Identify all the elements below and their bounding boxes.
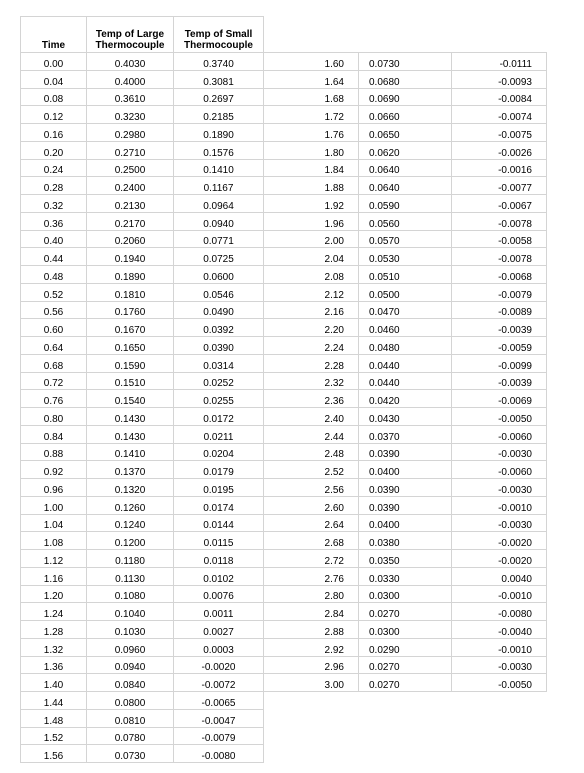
- table-cell[interactable]: 2.32: [264, 372, 359, 390]
- table-cell[interactable]: -0.0079: [452, 283, 547, 301]
- table-row: [21, 390, 547, 408]
- table-row: [21, 745, 547, 763]
- table-row: [21, 319, 547, 337]
- table-cell[interactable]: 1.40: [21, 674, 87, 692]
- table-cell[interactable]: 0.0102: [174, 567, 264, 585]
- table-cell[interactable]: 0.0211: [174, 425, 264, 443]
- table-row: [21, 603, 547, 621]
- table-cell[interactable]: 1.04: [21, 514, 87, 532]
- table-cell[interactable]: 0.0392: [174, 319, 264, 337]
- table-cell[interactable]: 0.1040: [87, 603, 174, 621]
- table-cell[interactable]: -0.0093: [452, 70, 547, 88]
- table-cell[interactable]: 0.0370: [359, 425, 452, 443]
- table-cell[interactable]: 0.0350: [359, 550, 452, 568]
- table-cell[interactable]: 0.0730: [87, 745, 174, 763]
- table-cell[interactable]: 1.68: [264, 88, 359, 106]
- header-row: [21, 17, 547, 53]
- empty-cell: [264, 745, 359, 763]
- table-cell[interactable]: 0.96: [21, 479, 87, 497]
- table-cell[interactable]: 0.48: [21, 266, 87, 284]
- table-cell[interactable]: 1.32: [21, 638, 87, 656]
- table-cell[interactable]: 0.32: [21, 195, 87, 213]
- table-cell[interactable]: 0.0380: [359, 532, 452, 550]
- table-cell[interactable]: 0.1260: [87, 496, 174, 514]
- table-cell[interactable]: 0.0964: [174, 195, 264, 213]
- table-cell[interactable]: 1.20: [21, 585, 87, 603]
- table-cell[interactable]: 2.60: [264, 496, 359, 514]
- table-cell[interactable]: -0.0050: [452, 674, 547, 692]
- table-row: [21, 212, 547, 230]
- table-cell[interactable]: 0.0460: [359, 319, 452, 337]
- table-cell[interactable]: 0.0003: [174, 638, 264, 656]
- table-cell[interactable]: 2.80: [264, 585, 359, 603]
- table-cell[interactable]: 0.60: [21, 319, 87, 337]
- table-cell[interactable]: 0.1510: [87, 372, 174, 390]
- table-cell[interactable]: 2.12: [264, 283, 359, 301]
- table-cell[interactable]: 0.56: [21, 301, 87, 319]
- table-cell[interactable]: 0.1890: [87, 266, 174, 284]
- table-cell[interactable]: 0.1180: [87, 550, 174, 568]
- table-cell[interactable]: -0.0047: [174, 709, 264, 727]
- table-cell[interactable]: 0.1430: [87, 408, 174, 426]
- table-cell[interactable]: -0.0075: [452, 124, 547, 142]
- table-cell[interactable]: -0.0039: [452, 319, 547, 337]
- table-row: [21, 248, 547, 266]
- table-row: [21, 141, 547, 159]
- table-cell[interactable]: -0.0078: [452, 248, 547, 266]
- table-cell[interactable]: 0.0400: [359, 461, 452, 479]
- table-cell[interactable]: 1.16: [21, 567, 87, 585]
- table-cell[interactable]: -0.0060: [452, 425, 547, 443]
- table-cell[interactable]: -0.0010: [452, 496, 547, 514]
- empty-cell: [452, 709, 547, 727]
- table-cell[interactable]: 0.1670: [87, 319, 174, 337]
- table-cell[interactable]: 0.3230: [87, 106, 174, 124]
- table-cell[interactable]: 0.08: [21, 88, 87, 106]
- table-cell[interactable]: 2.36: [264, 390, 359, 408]
- table-cell[interactable]: 0.0500: [359, 283, 452, 301]
- table-cell[interactable]: 2.44: [264, 425, 359, 443]
- table-cell[interactable]: 0.1890: [174, 124, 264, 142]
- table-row: [21, 496, 547, 514]
- table-cell[interactable]: -0.0039: [452, 372, 547, 390]
- table-cell[interactable]: 0.0510: [359, 266, 452, 284]
- table-cell[interactable]: 1.76: [264, 124, 359, 142]
- empty-cell: [359, 727, 452, 745]
- table-cell[interactable]: 2.16: [264, 301, 359, 319]
- table-row: [21, 70, 547, 88]
- table-cell[interactable]: 0.0490: [174, 301, 264, 319]
- table-cell[interactable]: 0.0570: [359, 230, 452, 248]
- table-cell[interactable]: 1.28: [21, 621, 87, 639]
- table-row: [21, 514, 547, 532]
- table-cell[interactable]: 0.0040: [452, 567, 547, 585]
- table-cell[interactable]: -0.0069: [452, 390, 547, 408]
- table-cell[interactable]: 0.44: [21, 248, 87, 266]
- empty-cell: [359, 709, 452, 727]
- empty-cell: [452, 727, 547, 745]
- table-cell[interactable]: -0.0030: [452, 479, 547, 497]
- table-cell[interactable]: 0.04: [21, 70, 87, 88]
- table-cell[interactable]: 1.88: [264, 177, 359, 195]
- table-cell[interactable]: 0.3081: [174, 70, 264, 88]
- table-cell[interactable]: 0.0172: [174, 408, 264, 426]
- table-cell[interactable]: 0.1590: [87, 354, 174, 372]
- table-cell[interactable]: 0.1080: [87, 585, 174, 603]
- table-cell[interactable]: -0.0030: [452, 443, 547, 461]
- table-cell[interactable]: 0.0174: [174, 496, 264, 514]
- table-row: [21, 159, 547, 177]
- table-row: [21, 195, 547, 213]
- table-row: [21, 283, 547, 301]
- table-cell[interactable]: 0.0011: [174, 603, 264, 621]
- table-cell[interactable]: 0.0960: [87, 638, 174, 656]
- table-row: [21, 709, 547, 727]
- table-cell[interactable]: 0.28: [21, 177, 87, 195]
- table-cell[interactable]: 2.64: [264, 514, 359, 532]
- header-blank: [452, 17, 547, 53]
- table-row: [21, 354, 547, 372]
- table-cell[interactable]: 0.0680: [359, 70, 452, 88]
- table-cell[interactable]: 2.40: [264, 408, 359, 426]
- table-row: [21, 408, 547, 426]
- table-cell[interactable]: -0.0078: [452, 212, 547, 230]
- table-cell[interactable]: 1.00: [21, 496, 87, 514]
- table-row: [21, 674, 547, 692]
- table-cell[interactable]: 0.76: [21, 390, 87, 408]
- table-cell[interactable]: 0.0027: [174, 621, 264, 639]
- table-cell[interactable]: 0.0420: [359, 390, 452, 408]
- table-cell[interactable]: -0.0010: [452, 638, 547, 656]
- table-cell[interactable]: 0.0390: [359, 496, 452, 514]
- table-cell[interactable]: 1.96: [264, 212, 359, 230]
- table-cell[interactable]: 0.0390: [359, 479, 452, 497]
- table-cell[interactable]: 0.0650: [359, 124, 452, 142]
- header-small-thermocouple[interactable]: Temp of Small Thermocouple: [174, 17, 264, 53]
- table-cell[interactable]: 0.72: [21, 372, 87, 390]
- table-row: [21, 425, 547, 443]
- empty-cell: [264, 727, 359, 745]
- table-cell[interactable]: 0.64: [21, 337, 87, 355]
- table-cell[interactable]: 0.1030: [87, 621, 174, 639]
- table-cell[interactable]: 0.1320: [87, 479, 174, 497]
- table-cell[interactable]: 0.0300: [359, 621, 452, 639]
- table-cell[interactable]: 0.1200: [87, 532, 174, 550]
- table-cell[interactable]: 1.84: [264, 159, 359, 177]
- table-cell[interactable]: -0.0059: [452, 337, 547, 355]
- table-cell[interactable]: -0.0067: [452, 195, 547, 213]
- table-cell[interactable]: 0.0780: [87, 727, 174, 745]
- table-cell[interactable]: 0.0390: [174, 337, 264, 355]
- table-cell[interactable]: -0.0060: [452, 461, 547, 479]
- table-cell[interactable]: 0.2185: [174, 106, 264, 124]
- table-cell[interactable]: 1.72: [264, 106, 359, 124]
- table-cell[interactable]: 2.00: [264, 230, 359, 248]
- table-cell[interactable]: 0.0725: [174, 248, 264, 266]
- table-cell[interactable]: 0.2710: [87, 141, 174, 159]
- table-cell[interactable]: 1.80: [264, 141, 359, 159]
- table-cell[interactable]: 0.0118: [174, 550, 264, 568]
- table-cell[interactable]: 0.1240: [87, 514, 174, 532]
- table-cell[interactable]: 0.0270: [359, 656, 452, 674]
- table-cell[interactable]: 0.0560: [359, 212, 452, 230]
- empty-cell: [452, 745, 547, 763]
- table-cell[interactable]: 0.36: [21, 212, 87, 230]
- table-cell[interactable]: 0.0530: [359, 248, 452, 266]
- table-row: [21, 177, 547, 195]
- table-cell[interactable]: 2.72: [264, 550, 359, 568]
- table-cell[interactable]: 0.0204: [174, 443, 264, 461]
- table-cell[interactable]: 2.48: [264, 443, 359, 461]
- table-cell[interactable]: -0.0089: [452, 301, 547, 319]
- table-cell[interactable]: 0.0252: [174, 372, 264, 390]
- header-time[interactable]: Time: [21, 17, 87, 53]
- table-cell[interactable]: 0.0290: [359, 638, 452, 656]
- table-row: [21, 621, 547, 639]
- table-cell[interactable]: -0.0058: [452, 230, 547, 248]
- empty-cell: [264, 709, 359, 727]
- table-cell[interactable]: 0.2400: [87, 177, 174, 195]
- table-cell[interactable]: 0.1940: [87, 248, 174, 266]
- table-cell[interactable]: -0.0111: [452, 53, 547, 71]
- table-cell[interactable]: 0.2060: [87, 230, 174, 248]
- table-cell[interactable]: -0.0065: [174, 692, 264, 710]
- table-cell[interactable]: 1.12: [21, 550, 87, 568]
- table-cell[interactable]: 0.00: [21, 53, 87, 71]
- table-cell[interactable]: 0.0640: [359, 177, 452, 195]
- table-cell[interactable]: -0.0084: [452, 88, 547, 106]
- table-cell[interactable]: 1.64: [264, 70, 359, 88]
- table-cell[interactable]: 1.08: [21, 532, 87, 550]
- table-cell[interactable]: 0.84: [21, 425, 87, 443]
- table-cell[interactable]: 0.0115: [174, 532, 264, 550]
- empty-cell: [264, 692, 359, 710]
- table-cell[interactable]: 0.2130: [87, 195, 174, 213]
- table-row: [21, 53, 547, 71]
- table-cell[interactable]: 0.0330: [359, 567, 452, 585]
- table-cell[interactable]: 1.92: [264, 195, 359, 213]
- table-row: [21, 443, 547, 461]
- table-cell[interactable]: -0.0020: [174, 656, 264, 674]
- table-cell[interactable]: 0.24: [21, 159, 87, 177]
- table-cell[interactable]: 2.96: [264, 656, 359, 674]
- table-cell[interactable]: 0.0590: [359, 195, 452, 213]
- table-cell[interactable]: -0.0080: [174, 745, 264, 763]
- table-row: [21, 532, 547, 550]
- empty-cell: [359, 745, 452, 763]
- table-cell[interactable]: 0.52: [21, 283, 87, 301]
- table-cell[interactable]: 2.84: [264, 603, 359, 621]
- table-cell[interactable]: 0.0620: [359, 141, 452, 159]
- table-cell[interactable]: -0.0020: [452, 550, 547, 568]
- table-cell[interactable]: 2.92: [264, 638, 359, 656]
- table-cell[interactable]: 0.0480: [359, 337, 452, 355]
- table-cell[interactable]: 0.0840: [87, 674, 174, 692]
- table-cell[interactable]: 0.12: [21, 106, 87, 124]
- table-cell[interactable]: 0.0440: [359, 372, 452, 390]
- table-cell[interactable]: 0.1430: [87, 425, 174, 443]
- table-cell[interactable]: 0.1576: [174, 141, 264, 159]
- table-row: [21, 266, 547, 284]
- table-cell[interactable]: 0.2697: [174, 88, 264, 106]
- table-row: [21, 372, 547, 390]
- table-cell[interactable]: -0.0099: [452, 354, 547, 372]
- table-cell[interactable]: 0.0314: [174, 354, 264, 372]
- table-cell[interactable]: 0.0440: [359, 354, 452, 372]
- table-cell[interactable]: 1.60: [264, 53, 359, 71]
- table-cell[interactable]: -0.0040: [452, 621, 547, 639]
- table-row: [21, 692, 547, 710]
- table-cell[interactable]: 0.0730: [359, 53, 452, 71]
- table-cell[interactable]: -0.0080: [452, 603, 547, 621]
- table-cell[interactable]: 0.0390: [359, 443, 452, 461]
- table-cell[interactable]: 0.1130: [87, 567, 174, 585]
- table-cell[interactable]: 0.0940: [174, 212, 264, 230]
- table-cell[interactable]: 0.80: [21, 408, 87, 426]
- table-row: [21, 585, 547, 603]
- table-cell[interactable]: 0.0270: [359, 603, 452, 621]
- table-cell[interactable]: 0.20: [21, 141, 87, 159]
- header-large-thermocouple[interactable]: Temp of Large Thermocouple: [87, 17, 174, 53]
- table-cell[interactable]: 0.0400: [359, 514, 452, 532]
- table-cell[interactable]: 0.0690: [359, 88, 452, 106]
- table-cell[interactable]: 1.36: [21, 656, 87, 674]
- table-cell[interactable]: 1.48: [21, 709, 87, 727]
- table-cell[interactable]: 0.0470: [359, 301, 452, 319]
- table-cell[interactable]: -0.0079: [174, 727, 264, 745]
- table-cell[interactable]: -0.0016: [452, 159, 547, 177]
- table-row: [21, 638, 547, 656]
- table-cell[interactable]: 0.16: [21, 124, 87, 142]
- table-cell[interactable]: -0.0030: [452, 656, 547, 674]
- table-cell[interactable]: 2.28: [264, 354, 359, 372]
- table-cell[interactable]: 2.08: [264, 266, 359, 284]
- table-body: [21, 53, 547, 763]
- table-cell[interactable]: 1.24: [21, 603, 87, 621]
- table-cell[interactable]: -0.0026: [452, 141, 547, 159]
- table-cell[interactable]: 0.0800: [87, 692, 174, 710]
- table-cell[interactable]: 2.88: [264, 621, 359, 639]
- table-row: [21, 337, 547, 355]
- table-cell[interactable]: 0.0430: [359, 408, 452, 426]
- table-cell[interactable]: 0.0144: [174, 514, 264, 532]
- table-cell[interactable]: 1.56: [21, 745, 87, 763]
- table-cell[interactable]: 2.68: [264, 532, 359, 550]
- table-cell[interactable]: -0.0072: [174, 674, 264, 692]
- table-cell[interactable]: 0.0270: [359, 674, 452, 692]
- data-table: [20, 16, 547, 763]
- table-cell[interactable]: 0.0771: [174, 230, 264, 248]
- header-blank: [264, 17, 359, 53]
- spreadsheet: [20, 16, 547, 763]
- table-row: [21, 727, 547, 745]
- table-cell[interactable]: -0.0050: [452, 408, 547, 426]
- table-cell[interactable]: 1.52: [21, 727, 87, 745]
- table-row: [21, 656, 547, 674]
- table-cell[interactable]: 0.1760: [87, 301, 174, 319]
- table-cell[interactable]: 1.44: [21, 692, 87, 710]
- empty-cell: [452, 692, 547, 710]
- table-cell[interactable]: 0.0255: [174, 390, 264, 408]
- table-cell[interactable]: -0.0077: [452, 177, 547, 195]
- table-cell[interactable]: 0.3610: [87, 88, 174, 106]
- table-cell[interactable]: 2.24: [264, 337, 359, 355]
- table-row: [21, 550, 547, 568]
- table-cell[interactable]: 0.0300: [359, 585, 452, 603]
- table-cell[interactable]: -0.0030: [452, 514, 547, 532]
- table-row: [21, 461, 547, 479]
- table-cell[interactable]: 0.1167: [174, 177, 264, 195]
- table-cell[interactable]: 0.2170: [87, 212, 174, 230]
- table-cell[interactable]: 0.2980: [87, 124, 174, 142]
- empty-cell: [359, 692, 452, 710]
- table-cell[interactable]: 2.04: [264, 248, 359, 266]
- table-cell[interactable]: 0.0546: [174, 283, 264, 301]
- table-cell[interactable]: 0.0810: [87, 709, 174, 727]
- table-cell[interactable]: 3.00: [264, 674, 359, 692]
- table-cell[interactable]: 0.1410: [87, 443, 174, 461]
- table-row: [21, 124, 547, 142]
- table-row: [21, 301, 547, 319]
- table-cell[interactable]: 0.0660: [359, 106, 452, 124]
- table-cell[interactable]: 0.0640: [359, 159, 452, 177]
- table-cell[interactable]: 0.1370: [87, 461, 174, 479]
- table-cell[interactable]: 0.40: [21, 230, 87, 248]
- table-cell[interactable]: -0.0010: [452, 585, 547, 603]
- table-cell[interactable]: 0.0076: [174, 585, 264, 603]
- table-row: [21, 230, 547, 248]
- table-cell[interactable]: 0.0179: [174, 461, 264, 479]
- table-cell[interactable]: 0.92: [21, 461, 87, 479]
- table-cell[interactable]: 0.1650: [87, 337, 174, 355]
- table-cell[interactable]: 0.0940: [87, 656, 174, 674]
- table-cell[interactable]: 0.4000: [87, 70, 174, 88]
- table-cell[interactable]: 0.3740: [174, 53, 264, 71]
- header-blank: [359, 17, 452, 53]
- table-cell[interactable]: 0.1540: [87, 390, 174, 408]
- table-cell[interactable]: 2.20: [264, 319, 359, 337]
- table-cell[interactable]: 2.56: [264, 479, 359, 497]
- table-cell[interactable]: 0.2500: [87, 159, 174, 177]
- table-cell[interactable]: 0.1810: [87, 283, 174, 301]
- table-cell[interactable]: 0.68: [21, 354, 87, 372]
- table-cell[interactable]: 2.76: [264, 567, 359, 585]
- table-row: [21, 567, 547, 585]
- table-cell[interactable]: 2.52: [264, 461, 359, 479]
- table-cell[interactable]: 0.4030: [87, 53, 174, 71]
- table-cell[interactable]: 0.1410: [174, 159, 264, 177]
- table-row: [21, 88, 547, 106]
- table-cell[interactable]: -0.0068: [452, 266, 547, 284]
- table-row: [21, 479, 547, 497]
- table-cell[interactable]: -0.0074: [452, 106, 547, 124]
- table-cell[interactable]: -0.0020: [452, 532, 547, 550]
- table-cell[interactable]: 0.88: [21, 443, 87, 461]
- table-cell[interactable]: 0.0195: [174, 479, 264, 497]
- table-cell[interactable]: 0.0600: [174, 266, 264, 284]
- table-row: [21, 106, 547, 124]
